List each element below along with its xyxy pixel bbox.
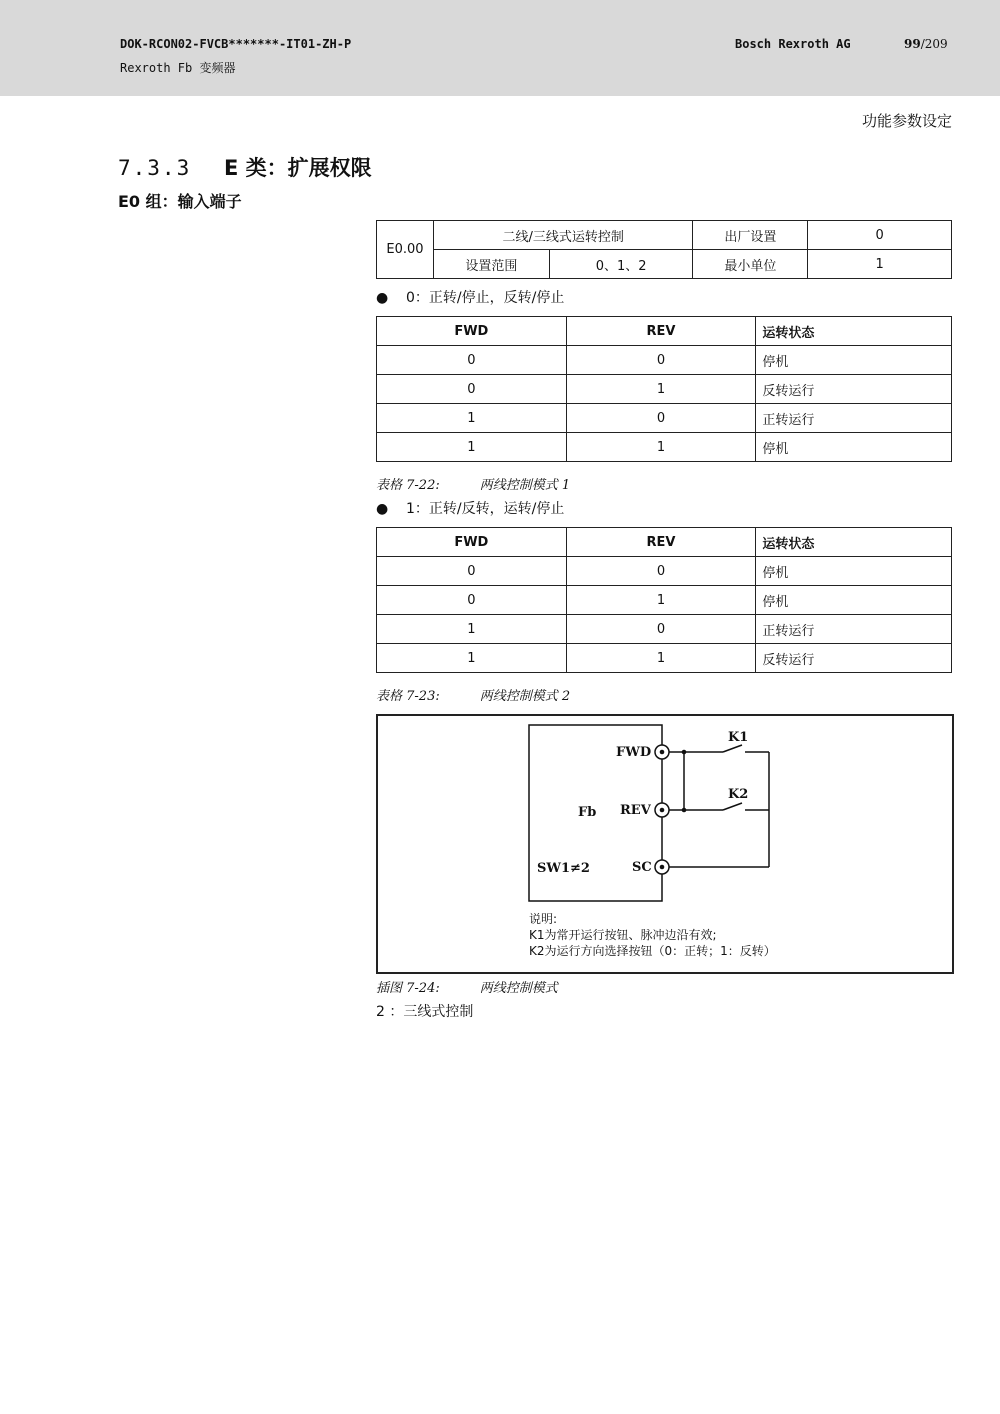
table-row <box>377 375 952 404</box>
cell-rev: 0 <box>566 557 756 586</box>
header-status: 运转状态 <box>756 528 952 557</box>
product-name: Rexroth Fb 变频器 <box>120 61 236 75</box>
caption-title: 两线控制模式 2 <box>479 689 571 704</box>
note-line-2: K2为运行方向选择按钮（0：正转；1：反转） <box>529 944 776 958</box>
header-rev: REV <box>566 317 756 346</box>
page-number <box>904 37 948 51</box>
cell-fwd: 0 <box>377 375 567 404</box>
cell-fwd: 1 <box>377 615 567 644</box>
cell-fwd: 1 <box>377 404 567 433</box>
wires <box>669 745 769 867</box>
caption-title: 两线控制模式 1 <box>479 478 571 493</box>
header-rev: REV <box>566 528 756 557</box>
company-name: Bosch Rexroth AG <box>735 37 851 51</box>
cell-status: 反转运行 <box>756 375 952 404</box>
cell-fwd: 1 <box>377 644 567 673</box>
cell-status: 停机 <box>756 586 952 615</box>
cell-rev: 1 <box>566 586 756 615</box>
cell-fwd: 0 <box>377 586 567 615</box>
caption-label: 表格 7-22: <box>376 478 440 493</box>
caption-title: 两线控制模式 <box>479 981 558 996</box>
wiring-diagram <box>376 714 954 974</box>
param-code: E0.00 <box>377 221 434 279</box>
section-number: 7.3.3 <box>118 156 192 180</box>
caption-label: 插图 7-24: <box>376 981 440 996</box>
cell-status: 反转运行 <box>756 644 952 673</box>
device-label: Fb <box>578 805 597 820</box>
cell-rev: 1 <box>566 644 756 673</box>
note-line-1: K1为常开运行按钮、脉冲边沿有效; <box>529 928 717 942</box>
cell-fwd: 1 <box>377 433 567 462</box>
terminal-rev-icon <box>655 803 669 817</box>
unit-label: 最小单位 <box>693 250 808 279</box>
header-status: 运转状态 <box>756 317 952 346</box>
page-current: 99 <box>904 37 921 51</box>
figure-caption-7-24 <box>376 977 558 996</box>
terminal-fwd-label: FWD <box>616 745 652 760</box>
header-fwd: FWD <box>377 528 567 557</box>
table-row <box>377 433 952 462</box>
cell-status: 停机 <box>756 346 952 375</box>
cell-rev: 0 <box>566 615 756 644</box>
mode0-table <box>376 316 952 462</box>
subsection-heading: E0 组：输入端子 <box>118 192 242 211</box>
section-title: E 类：扩展权限 <box>224 156 372 180</box>
switch-k2-label: K2 <box>728 787 749 802</box>
caption-label: 表格 7-23: <box>376 689 440 704</box>
cell-fwd: 0 <box>377 557 567 586</box>
cell-status: 停机 <box>756 433 952 462</box>
range-value: 0、1、2 <box>549 250 693 279</box>
unit-value: 1 <box>808 250 952 279</box>
section-heading <box>118 152 372 182</box>
junction-dot <box>682 750 687 755</box>
junction-dot <box>682 808 687 813</box>
cell-rev: 0 <box>566 404 756 433</box>
mode1-table <box>376 527 952 673</box>
cell-rev: 1 <box>566 375 756 404</box>
table-row <box>377 404 952 433</box>
table-row <box>377 644 952 673</box>
terminal-sc-icon <box>655 860 669 874</box>
cell-rev: 1 <box>566 433 756 462</box>
switch-k1-label: K1 <box>728 730 749 745</box>
table-caption-7-22 <box>376 474 570 493</box>
range-label: 设置范围 <box>433 250 549 279</box>
three-wire-heading: 2 ：三线式控制 <box>376 1004 474 1020</box>
mode0-text: 0：正转/停止，反转/停止 <box>406 290 565 306</box>
mode1-text: 1：正转/反转，运转/停止 <box>406 501 565 517</box>
table-row <box>377 557 952 586</box>
wiring-diagram-svg <box>378 716 952 972</box>
terminal-sc-label: SC <box>632 860 652 875</box>
page-total: /209 <box>920 37 948 51</box>
parameter-table <box>376 220 952 279</box>
cell-status: 正转运行 <box>756 404 952 433</box>
header-fwd: FWD <box>377 317 567 346</box>
cell-rev: 0 <box>566 346 756 375</box>
table-caption-7-23 <box>376 685 570 704</box>
page-header <box>0 0 1000 96</box>
cell-status: 正转运行 <box>756 615 952 644</box>
document-id: DOK-RCON02-FVCB*******-IT01-ZH-P <box>120 37 352 51</box>
param-name: 二线/三线式运转控制 <box>433 221 693 250</box>
section-label: 功能参数设定 <box>861 112 952 130</box>
bullet-dot: ● <box>376 290 389 306</box>
terminal-rev-label: REV <box>620 803 651 818</box>
cell-status: 停机 <box>756 557 952 586</box>
note-title: 说明: <box>529 912 558 926</box>
mode0-bullet <box>376 287 564 307</box>
table-row <box>377 346 952 375</box>
table-row <box>377 615 952 644</box>
factory-setting-value: 0 <box>808 221 952 250</box>
bullet-dot: ● <box>376 501 389 517</box>
mode1-bullet <box>376 498 564 518</box>
factory-setting-label: 出厂设置 <box>693 221 808 250</box>
switch-setting-label: SW1≠2 <box>537 861 590 876</box>
table-row <box>377 586 952 615</box>
terminal-fwd-icon <box>655 745 669 759</box>
cell-fwd: 0 <box>377 346 567 375</box>
